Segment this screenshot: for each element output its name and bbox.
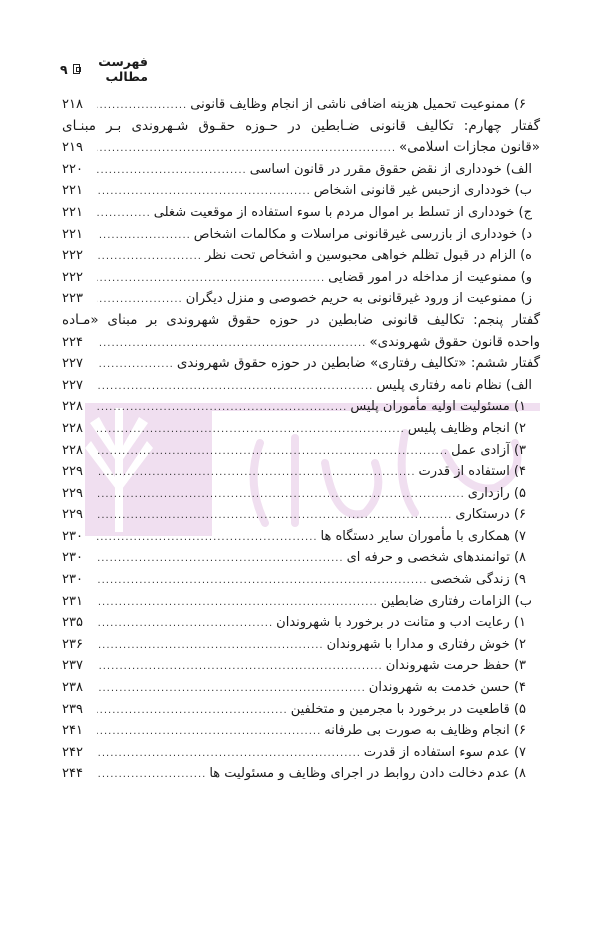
toc-entry-page: ۲۲۹ (62, 507, 83, 523)
dot-leader (97, 354, 174, 376)
dot-leader (97, 678, 366, 700)
toc-entry-page: ۲۲۴ (62, 334, 83, 350)
toc-entry[interactable] (62, 224, 540, 246)
toc-entry[interactable] (62, 504, 540, 526)
toc-entry[interactable] (62, 655, 540, 677)
toc-entry-title: د) خودداری از بازرسی غیرقانونی مراسلات و مکالمات اشخاص (193, 226, 532, 242)
toc-entry-page: ۲۲۹ (62, 485, 83, 501)
toc-entry-page: ۲۲۹ (62, 464, 83, 480)
toc-entry-title: ۵) رازداری (467, 485, 526, 501)
toc-entry-page: ۲۳۰ (62, 528, 83, 544)
toc-entry-title: ۳) حفظ حرمت شهروندان (385, 658, 526, 674)
toc-entry[interactable] (62, 353, 540, 375)
toc-entry-page: ۲۳۱ (62, 593, 83, 609)
toc-entry-title: ۴) حسن خدمت به شهروندان (368, 680, 526, 696)
dot-leader (97, 505, 452, 527)
toc-entry-page: ۲۱۹ (62, 140, 83, 156)
toc-entry-page: ۲۲۸ (62, 442, 83, 458)
toc-entry[interactable] (62, 677, 540, 699)
toc-entry[interactable] (62, 526, 540, 548)
toc-entry-title: الف) خودداری از نقض حقوق مقرر در قانون اساسی (249, 161, 532, 177)
toc-entry-page: ۲۴۲ (62, 744, 83, 760)
page-number: ۹ (60, 61, 68, 77)
toc-entry-title: ۶) ممنوعیت تحمیل هزینه اضافی ناشی از انجام وظایف قانونی (190, 97, 526, 112)
dot-leader (97, 656, 383, 678)
dot-leader (97, 203, 151, 225)
toc-entry-page: ۲۳۶ (62, 636, 83, 652)
toc-entry-page: ۲۲۱ (62, 204, 83, 220)
dot-leader (97, 333, 366, 355)
dot-leader (97, 95, 187, 117)
toc-entry-page: ۲۳۰ (62, 572, 83, 588)
toc-entry[interactable] (62, 267, 540, 289)
toc-entry-title: واحده قانون حقوق شهروندی» (369, 333, 540, 350)
toc-entry[interactable] (62, 483, 540, 505)
toc-entry-title: گفتار ششم: «تکالیف رفتاری» ضابطین در حوزه حقوق شهروندی (176, 355, 540, 372)
toc-entry[interactable] (62, 375, 540, 397)
toc-entry[interactable] (62, 569, 540, 591)
dot-leader (97, 419, 405, 441)
toc-entry[interactable] (62, 396, 540, 418)
toc-entry-page: ۲۲۰ (62, 161, 83, 177)
toc-entry-title: ب) الزامات رفتاری ضابطین (380, 593, 532, 609)
toc-entry-page: ۲۳۹ (62, 701, 83, 717)
toc-entry-title: ۷) همکاری با مأموران سایر دستگاه ها (320, 528, 526, 544)
dot-leader (97, 441, 448, 463)
dot-leader (97, 743, 361, 765)
toc-entry[interactable] (62, 180, 540, 202)
toc-entry-title: ۱) مسئولیت اولیه مأموران پلیس (350, 399, 526, 415)
dot-leader (97, 721, 321, 743)
toc-entry-heading-line[interactable] (62, 116, 540, 138)
toc-entry-title: ب) خودداری ازحبس غیر قانونی اشخاص (313, 183, 532, 199)
dot-leader (97, 570, 428, 592)
table-of-contents (62, 94, 540, 785)
dot-leader (97, 160, 247, 182)
toc-entry[interactable] (62, 699, 540, 721)
dot-leader (97, 764, 206, 786)
toc-entry-title: ه) الزام در قبول تظلم خواهی محبوسین و اشخاص تحت نظر (204, 248, 532, 264)
toc-entry-page: ۲۲۸ (62, 420, 83, 436)
toc-entry-title: ۷) عدم سوء استفاده از قدرت (363, 744, 526, 760)
toc-entry-title: ۲) انجام وظایف پلیس (407, 420, 526, 436)
toc-entry[interactable] (62, 245, 540, 267)
dot-leader (97, 138, 396, 160)
dot-leader (97, 225, 191, 247)
toc-entry[interactable] (62, 94, 540, 116)
toc-entry[interactable] (62, 634, 540, 656)
dot-leader (97, 376, 373, 398)
toc-entry-page: ۲۴۴ (62, 766, 83, 782)
dot-leader (97, 592, 378, 614)
toc-entry-title: ز) ممنوعیت از ورود غیرقانونی به حریم خصوصی و منزل دیگران (185, 291, 532, 307)
toc-entry[interactable] (62, 720, 540, 742)
toc-entry-title: ۳) آزادی عمل (451, 442, 526, 458)
toc-entry-page: ۲۳۸ (62, 680, 83, 696)
toc-entry-title: ۲) خوش رفتاری و مدارا با شهروندان (326, 636, 526, 652)
toc-entry[interactable] (62, 440, 540, 462)
dot-leader (97, 527, 318, 549)
toc-entry-title: ۶) انجام وظایف به صورت بی طرفانه (324, 723, 526, 739)
toc-entry-heading-line[interactable] (62, 310, 540, 332)
toc-entry-page: ۲۴۱ (62, 723, 83, 739)
toc-entry-page: ۲۳۵ (62, 615, 83, 631)
framed-square-icon (73, 64, 80, 74)
toc-entry-page: ۲۲۲ (62, 269, 83, 285)
toc-entry-title: ۶) درستکاری (455, 507, 526, 523)
toc-entry-title: ۵) قاطعیت در برخورد با مجرمین و متخلفین (290, 701, 526, 717)
toc-entry-title: ۸) عدم دخالت دادن روابط در اجرای وظایف و مسئولیت ها (209, 766, 526, 782)
toc-entry-page: ۲۲۲ (62, 248, 83, 264)
toc-entry-title: «قانون مجازات اسلامی» (399, 139, 540, 156)
toc-entry[interactable] (62, 159, 540, 181)
toc-entry-title: الف) نظام نامه رفتاری پلیس (376, 377, 532, 393)
toc-entry-page: ۲۲۳ (62, 291, 83, 307)
toc-entry-page: ۲۲۷ (62, 377, 83, 393)
dot-leader (97, 462, 416, 484)
toc-entry[interactable] (62, 547, 540, 569)
toc-entry[interactable] (62, 137, 540, 159)
toc-entry-title: ۹) زندگی شخصی (430, 572, 526, 588)
toc-entry-page: ۲۲۱ (62, 226, 83, 242)
toc-entry[interactable] (62, 763, 540, 785)
toc-entry-title: گفتار چهارم: تکالیف قانونی ضـابطین در حـوزه حقـوق شـهروندی بـر مبنـای (62, 117, 540, 134)
running-header (60, 54, 148, 84)
toc-entry[interactable] (62, 332, 540, 354)
toc-entry[interactable] (62, 742, 540, 764)
dot-leader (97, 548, 344, 570)
toc-entry-page: ۲۳۷ (62, 658, 83, 674)
toc-entry[interactable] (62, 202, 540, 224)
toc-entry-page: ۲۲۸ (62, 399, 83, 415)
toc-entry-page: ۲۳۰ (62, 550, 83, 566)
toc-entry-page: ۲۲۱ (62, 183, 83, 199)
section-title: فهرست مطالب (98, 54, 148, 84)
toc-entry-title: ۴) استفاده از قدرت (418, 464, 526, 480)
toc-entry-title: گفتار پنجم: تکالیف قانونی ضابطین در حوزه حقوق شهروندی بر مبنای «مـاده (62, 311, 540, 328)
dot-leader (97, 289, 183, 311)
dot-leader (97, 268, 325, 290)
toc-entry[interactable] (62, 418, 540, 440)
dot-leader (97, 484, 465, 506)
toc-entry[interactable] (62, 461, 540, 483)
dot-leader (97, 635, 324, 657)
toc-entry[interactable] (62, 591, 540, 613)
toc-entry-title: ۱) رعایت ادب و متانت در برخورد با شهروندان (276, 615, 526, 631)
toc-entry[interactable] (62, 288, 540, 310)
toc-entry-page: ۲۱۸ (62, 97, 83, 112)
toc-entry-title: و) ممنوعیت از مداخله در امور قضایی (328, 269, 532, 285)
toc-entry[interactable] (62, 612, 540, 634)
dot-leader (97, 700, 288, 722)
toc-entry-title: ۸) توانمندهای شخصی و حرفه ای (346, 550, 526, 566)
dot-leader (97, 397, 347, 419)
toc-entry-page: ۲۲۷ (62, 356, 83, 372)
dot-leader (97, 181, 311, 203)
dot-leader (97, 613, 273, 635)
dot-leader (97, 246, 202, 268)
toc-entry-title: ج) خودداری از تسلط بر اموال مردم با سوء استفاده از موقعیت شغلی (153, 204, 532, 220)
